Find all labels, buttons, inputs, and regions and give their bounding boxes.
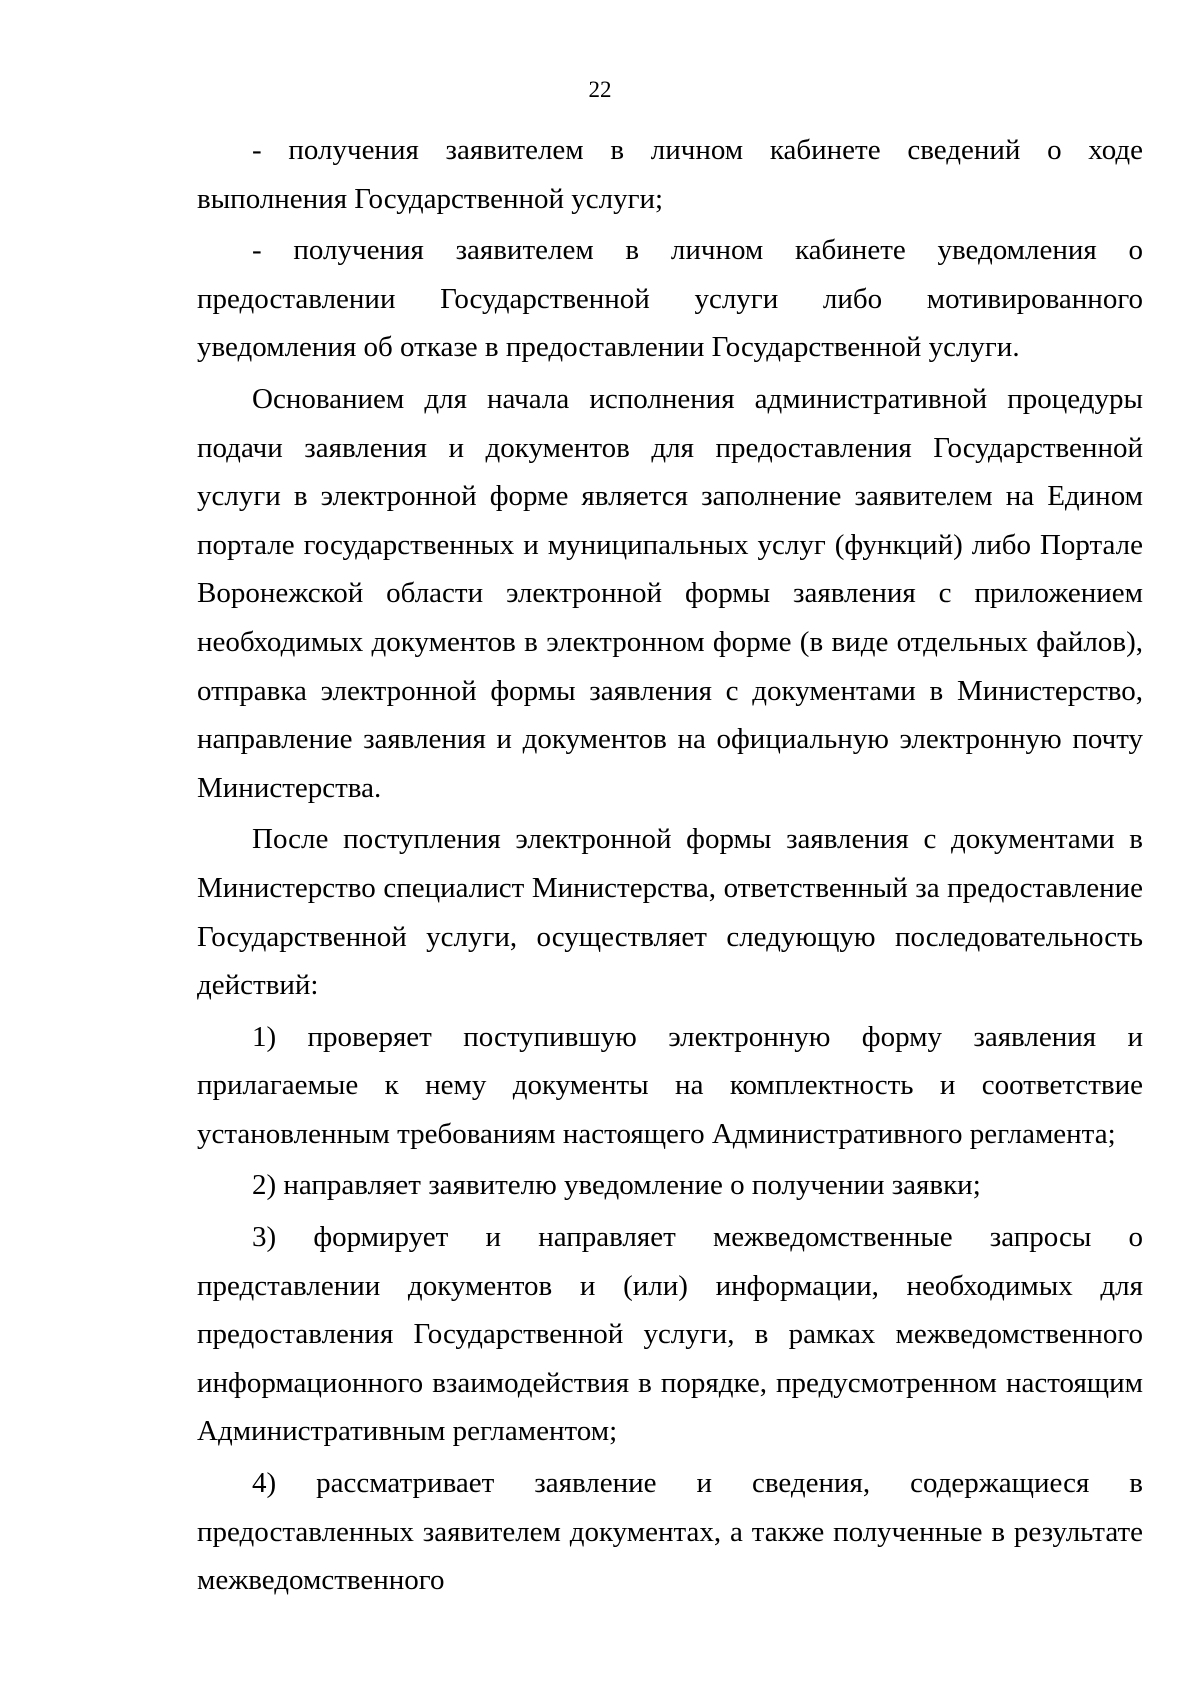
paragraph: После поступления электронной формы заявления с документами в Министерство специалист Министерства, ответственный за предоставление Государственной услуги, осуществляет следующую последовательность действий:	[197, 823, 1143, 1002]
list-item: 1) проверяет поступившую электронную форму заявления и прилагаемые к нему документы на комплектность и соответствие установленным требованиям настоящего Административного регламента;	[197, 1020, 1143, 1150]
paragraph: Основанием для начала исполнения административной процедуры подачи заявления и документов для предоставления Государственной услуги в электронной форме является заполнение заявителем на Едином портале государственных и муниципальных услуг (функций) либо Портале Воронежской области электронной формы заявления с приложением необходимых документов в электронном форме (в виде отдельных файлов), отправка электронной формы заявления с документами в Министерство, направление заявления и документов на официальную электронную почту Министерства.	[197, 382, 1143, 804]
document-body	[197, 126, 1143, 1605]
page-number: 22	[588, 77, 612, 102]
paragraph: - получения заявителем в личном кабинете сведений о ходе выполнения Государственной услуги;	[197, 134, 1143, 215]
list-item: 2) направляет заявителю уведомление о получении заявки;	[252, 1169, 981, 1202]
paragraph: - получения заявителем в личном кабинете уведомления о предоставлении Государственной услуги либо мотивированного уведомления об отказе в предоставлении Государственной услуги.	[197, 234, 1143, 364]
list-item: 4) рассматривает заявление и сведения, содержащиеся в предоставленных заявителем документах, а также полученные в результате межведомственного	[197, 1467, 1143, 1597]
list-item: 3) формирует и направляет межведомственные запросы о представлении документов и (или) информации, необходимых для предоставления Государственной услуги, в рамках межведомственного информационного взаимодействия в порядке, предусмотренном настоящим Административным регламентом;	[197, 1221, 1143, 1448]
